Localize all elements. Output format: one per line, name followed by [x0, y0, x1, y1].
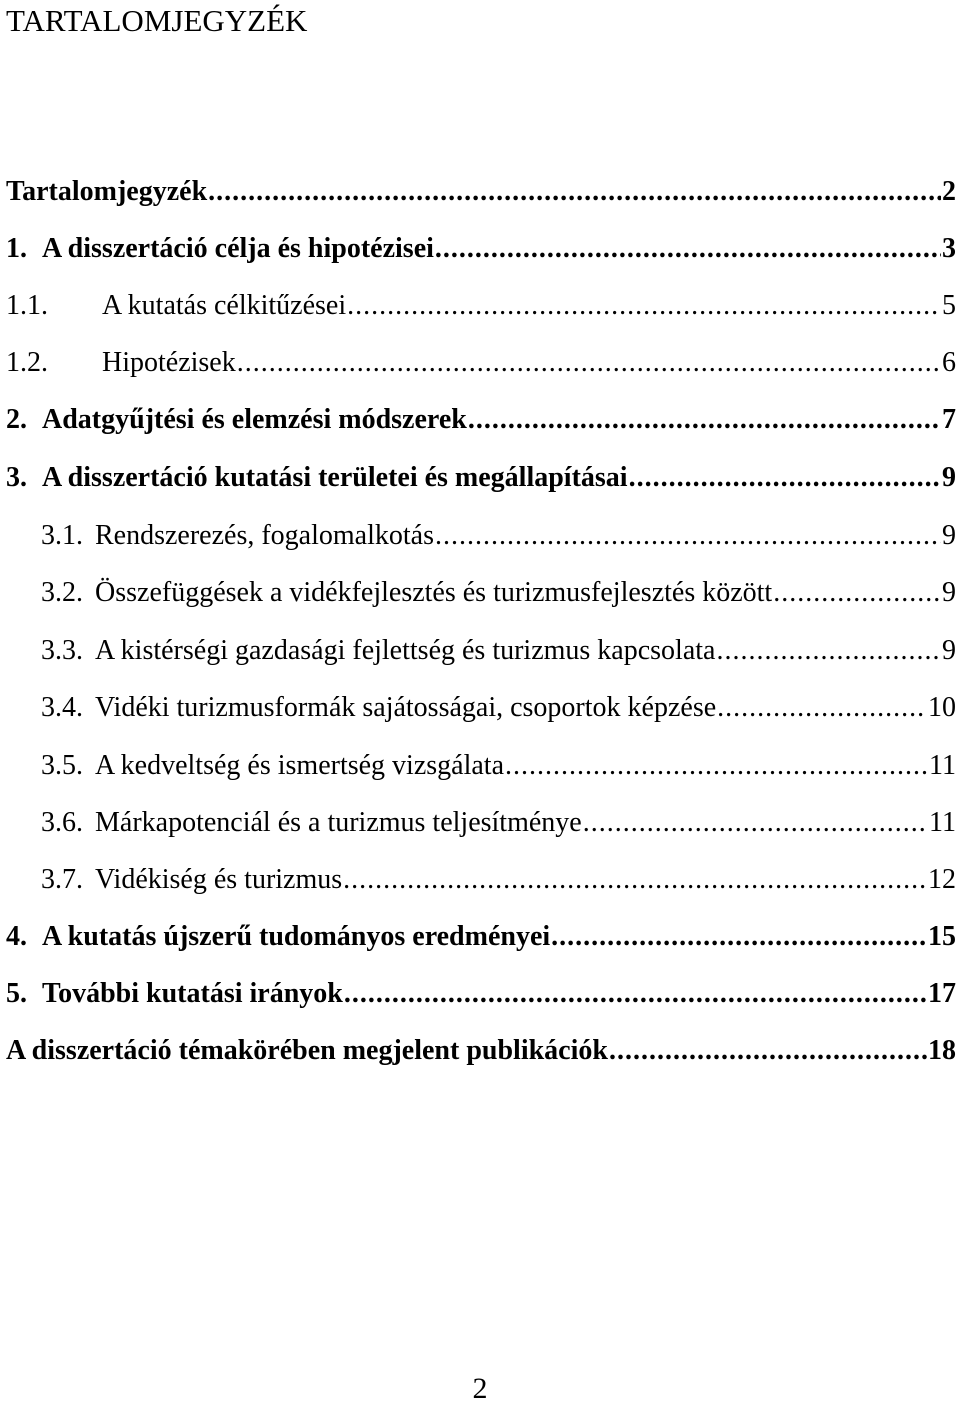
dot-leader — [208, 172, 941, 212]
dot-leader — [716, 631, 941, 671]
toc-entry-title: Összefüggések a vidékfejlesztés és turizmusfejlesztés között — [95, 577, 773, 608]
toc-entry-number: 3. — [6, 462, 27, 493]
dot-leader — [717, 688, 927, 728]
toc-entry-title: A kutatás újszerű tudományos eredményei — [42, 921, 551, 952]
toc-entry-contents[interactable] — [6, 172, 956, 212]
toc-entry-page: 2 — [942, 176, 956, 207]
dot-leader — [583, 803, 928, 843]
toc-entry-4[interactable] — [6, 917, 956, 957]
toc-entry-title: További kutatási irányok — [42, 978, 343, 1009]
toc-entry-page: 11 — [929, 750, 956, 781]
toc-entry-number: 3.5. — [41, 750, 83, 781]
toc-entry-number: 3.1. — [41, 520, 83, 551]
toc-entry-title: Tartalomjegyzék — [6, 176, 208, 207]
page-title: TARTALOMJEGYZÉK — [6, 3, 308, 38]
toc-entry-title: Adatgyűjtési és elemzési módszerek — [42, 404, 467, 435]
toc-entry-title: Márkapotenciál és a turizmus teljesítménye — [95, 807, 582, 838]
toc-entry-number: 3.7. — [41, 864, 83, 895]
dot-leader — [468, 400, 941, 440]
toc-entry-page: 12 — [928, 864, 956, 895]
toc-entry-title: A disszertáció kutatási területei és megállapításai — [42, 462, 628, 493]
toc-entry-number: 3.3. — [41, 635, 83, 666]
toc-entry-2[interactable] — [6, 400, 956, 440]
dot-leader — [344, 974, 927, 1014]
dot-leader — [237, 343, 941, 383]
toc-entry-page: 11 — [929, 807, 956, 838]
dot-leader — [347, 286, 941, 326]
toc-entry-1-2[interactable] — [6, 343, 956, 383]
toc-entry-publications[interactable] — [6, 1031, 956, 1071]
toc-entry-number: 3.4. — [41, 692, 83, 723]
toc-entry-3[interactable] — [6, 458, 956, 498]
toc-entry-3-5[interactable] — [41, 746, 956, 786]
dot-leader — [609, 1031, 927, 1071]
toc-entry-title: A disszertáció célja és hipotézisei — [42, 233, 434, 264]
toc-entry-page: 17 — [928, 978, 956, 1009]
toc-entry-title: Vidékiség és turizmus — [95, 864, 343, 895]
toc-entry-page: 9 — [942, 462, 956, 493]
toc-entry-number: 4. — [6, 921, 27, 952]
toc-entry-number: 1.1. — [6, 290, 48, 321]
toc-entry-page: 9 — [942, 635, 956, 666]
toc-entry-number: 3.6. — [41, 807, 83, 838]
toc-entry-3-7[interactable] — [41, 860, 956, 900]
toc-entry-title: A kistérségi gazdasági fejlettség és turizmus kapcsolata — [95, 635, 716, 666]
toc-entry-3-1[interactable] — [41, 516, 956, 556]
toc-entry-page: 10 — [928, 692, 956, 723]
toc-entry-page: 9 — [942, 577, 956, 608]
toc-entry-page: 9 — [942, 520, 956, 551]
toc-entry-3-3[interactable] — [41, 631, 956, 671]
toc-entry-5[interactable] — [6, 974, 956, 1014]
dot-leader — [343, 860, 927, 900]
page-number: 2 — [472, 1372, 488, 1405]
dot-leader — [505, 746, 928, 786]
toc-entry-title: A disszertáció témakörében megjelent publikációk — [6, 1035, 608, 1066]
toc-entry-page: 15 — [928, 921, 956, 952]
toc-entry-page: 6 — [942, 347, 956, 378]
toc-entry-page: 7 — [942, 404, 956, 435]
toc-entry-3-2[interactable] — [41, 573, 956, 613]
toc-entry-number: 1. — [6, 233, 27, 264]
toc-entry-page: 3 — [942, 233, 956, 264]
toc-entry-3-6[interactable] — [41, 803, 956, 843]
dot-leader — [435, 516, 941, 556]
toc-entry-number: 5. — [6, 978, 27, 1009]
dot-leader — [773, 573, 941, 613]
dot-leader — [551, 917, 927, 957]
toc-entry-number: 1.2. — [6, 347, 48, 378]
toc-entry-1[interactable] — [6, 229, 956, 269]
toc-entry-title: A kedveltség és ismertség vizsgálata — [95, 750, 504, 781]
toc-entry-page: 5 — [942, 290, 956, 321]
toc-entry-title: Hipotézisek — [102, 347, 236, 378]
toc-entry-number: 2. — [6, 404, 27, 435]
dot-leader — [629, 458, 941, 498]
toc-entry-1-1[interactable] — [6, 286, 956, 326]
toc-entry-title: A kutatás célkitűzései — [102, 290, 347, 321]
dot-leader — [435, 229, 941, 269]
toc-entry-number: 3.2. — [41, 577, 83, 608]
toc-entry-3-4[interactable] — [41, 688, 956, 728]
toc-entry-page: 18 — [928, 1035, 956, 1066]
toc-entry-title: Vidéki turizmusformák sajátosságai, csoportok képzése — [95, 692, 717, 723]
toc-entry-title: Rendszerezés, fogalomalkotás — [95, 520, 434, 551]
